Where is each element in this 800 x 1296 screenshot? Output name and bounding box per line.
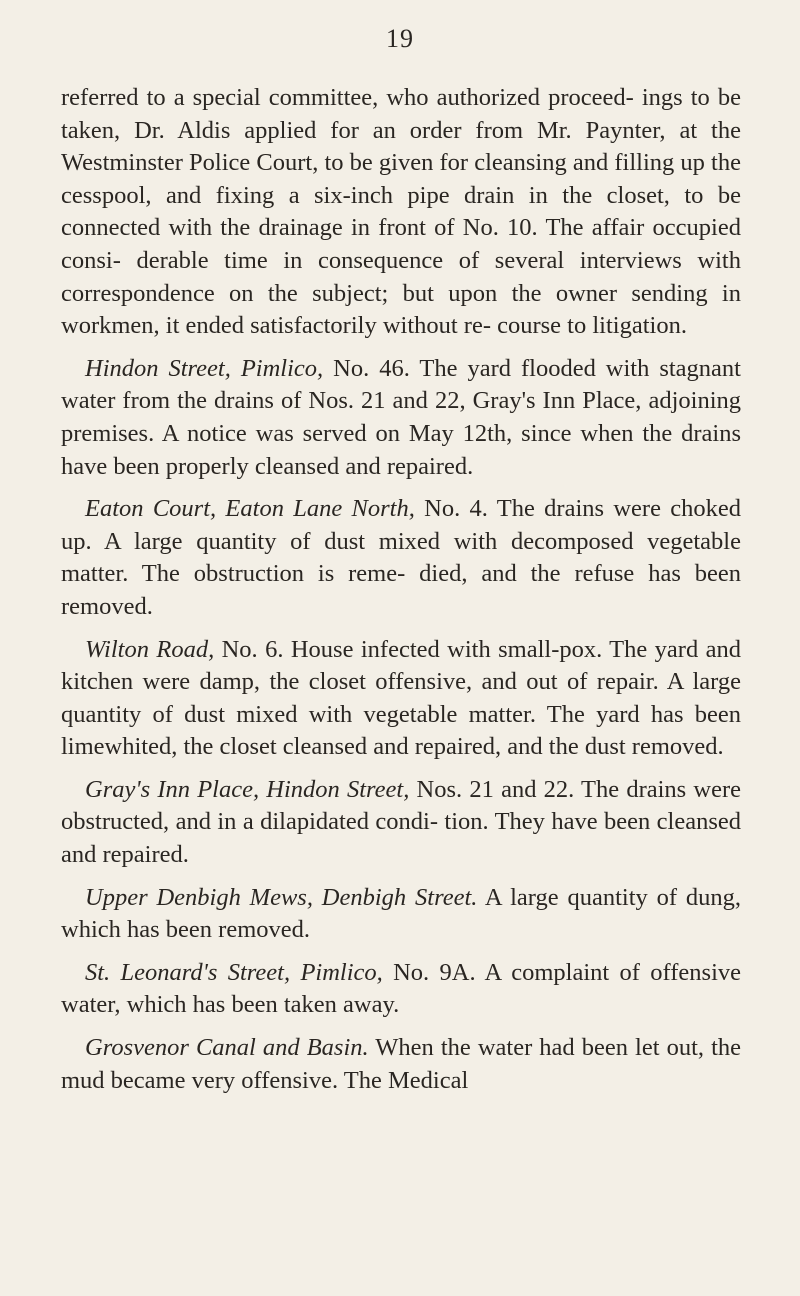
paragraph-text: referred to a special committee, who authorized proceed- ings to be taken, Dr. Aldis applied for an order from Mr. Paynter, at the Westminster Police Court, to be given for cleansing and filling up the cesspool, and fixing a six-inch pipe drain in the closet, to be connected with the drainage in front of No. 10. The affair occupied consi- derable time in consequence of several interviews with correspondence on the subject; but upon the owner sending in workmen, it ended satisfactorily without re- course to litigation. [61, 84, 741, 340]
place-name: Wilton Road, [85, 635, 215, 663]
place-name: Gray's Inn Place, Hindon Street, [85, 775, 410, 803]
paragraph-eaton-court [61, 493, 741, 623]
paragraph-text: No. 9A. A complaint of offensive water, which has been taken away. [61, 958, 741, 1019]
paragraph-text: Nos. 21 and 22. The drains were obstructed, and in a dilapidated condi- tion. They have been cleansed and repaired. [61, 775, 741, 869]
paragraph-hindon-street [61, 353, 741, 483]
paragraph-continuation [61, 82, 741, 343]
paragraph-st-leonards-street [61, 957, 741, 1022]
paragraph-upper-denbigh-mews [61, 882, 741, 947]
place-name: Grosvenor Canal and Basin. [85, 1034, 369, 1062]
paragraph-grays-inn-place [61, 774, 741, 872]
place-name: Eaton Court, Eaton Lane North, [85, 495, 415, 523]
place-name: St. Leonard's Street, Pimlico, [85, 958, 383, 986]
paragraph-text: When the water had been let out, the mud became very offensive. The Medical [61, 1034, 742, 1094]
place-name: Upper Denbigh Mews, Denbigh Street. [85, 883, 478, 911]
paragraph-text: A large quantity of dung, which has been removed. [61, 883, 741, 944]
page-number: 19 [386, 24, 414, 53]
paragraph-text: No. 46. The yard flooded with stagnant water from the drains of Nos. 21 and 22, Gray's Inn Place, adjoining premises. A notice was served on May 12th, since when the drains have been properly cleansed and repaired. [61, 354, 741, 480]
place-name: Hindon Street, Pimlico, [85, 354, 324, 382]
paragraph-text: No. 4. The drains were choked up. A large quantity of dust mixed with decomposed vegetable matter. The obstruction is reme- died, and the refuse has been removed. [61, 495, 741, 620]
paragraph-text: No. 6. House infected with small-pox. The yard and kitchen were damp, the closet offensive, and out of repair. A large quantity of dust mixed with vegetable matter. The yard has been limewhited, the closet cleansed and repaired, and the dust removed. [61, 635, 741, 761]
paragraph-grosvenor-canal [61, 1032, 741, 1097]
body-text [61, 82, 741, 1097]
paragraph-wilton-road [61, 634, 741, 764]
